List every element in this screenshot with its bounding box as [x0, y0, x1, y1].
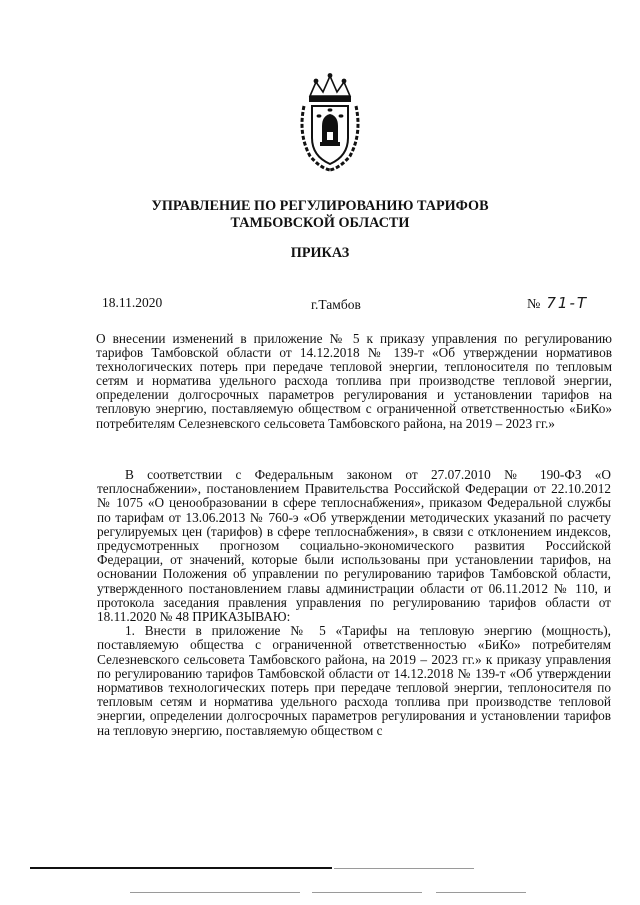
item-1-paragraph: 1. Внести в приложение № 5 «Тарифы на тепловую энергию (мощность), поставляемую общества с ограниченной ответственностью «БиКо» потребителям Селезневского сельсовета Тамбовского района, на 2019 – 2023 гг.» к приказу управления по регулированию тарифов Тамбовской области от 14.12.2018 № 139-т «Об утверждении нормативов технологических потерь при передаче тепловой энергии, теплоносителя по тепловым сетям и норматива удельного расхода топлива при производстве тепловой энергии, определении долгосрочных параметров регулирования и установлении тарифов на тепловую энергию, поставляемую обществом с: [97, 623, 611, 738]
footer-rule-mid: [312, 892, 422, 893]
document-date: 18.11.2020: [102, 295, 163, 310]
bottom-rule: [30, 867, 332, 869]
document-number: [527, 294, 588, 313]
document-body: [97, 468, 611, 738]
document-type: ПРИКАЗ: [290, 245, 350, 261]
document-subject: О внесении изменений в приложение № 5 к приказу управления по регулированию тарифов Тамбовской области от 14.12.2018 № 139-т «Об утверждении нормативов технологических потерь при передаче тепловой энергии, теплоносителя по тепловым сетям и норматива удельного расхода топлива при производстве тепловой энергии, определении долгосрочных параметров регулирования и установлении тарифов на тепловую энергию, поставляемую обществом с ограниченной ответственностью «БиКо» потребителям Селезневского сельсовета Тамбовского района, на 2019 – 2023 гг.»: [96, 331, 612, 431]
organization-title: [0, 198, 640, 232]
document-number-handwritten: 71-Т: [546, 294, 589, 312]
preamble-paragraph: В соответствии с Федеральным законом от 27.07.2010 № 190-ФЗ «О теплоснабжении», постановлением Правительства Российской Федерации от 22.10.2012 № 1075 «О ценообразовании в сфере теплоснабжения», приказом Федеральной службы по тарифам от 13.06.2013 № 760-э «Об утверждении методических указаний по расчету регулируемых цен (тарифов) в сфере теплоснабжения», в связи с отклонением индексов, предусмотренных прогнозом социально-экономического развития Российской Федерации, от значений, которые были использованы при установлении тарифов, на основании Положения об управлении по регулированию тарифов Тамбовской области, утвержденного постановлением главы администрации области от 06.11.2012 № 110, и протокола заседания правления управления по регулированию тарифов области от 18.11.2020 № 48 ПРИКАЗЫВАЮ:: [97, 467, 611, 625]
document-number-prefix: №: [527, 297, 541, 312]
footer-rule-left: [130, 892, 300, 893]
coat-of-arms-icon: [296, 72, 364, 172]
organization-title-line1: УПРАВЛЕНИЕ ПО РЕГУЛИРОВАНИЮ ТАРИФОВ: [151, 198, 489, 214]
document-city: г.Тамбов: [311, 297, 361, 312]
bottom-rule-faint: [334, 868, 474, 869]
organization-title-line2: ТАМБОВСКОЙ ОБЛАСТИ: [230, 215, 410, 231]
footer-rule-right: [436, 892, 526, 893]
